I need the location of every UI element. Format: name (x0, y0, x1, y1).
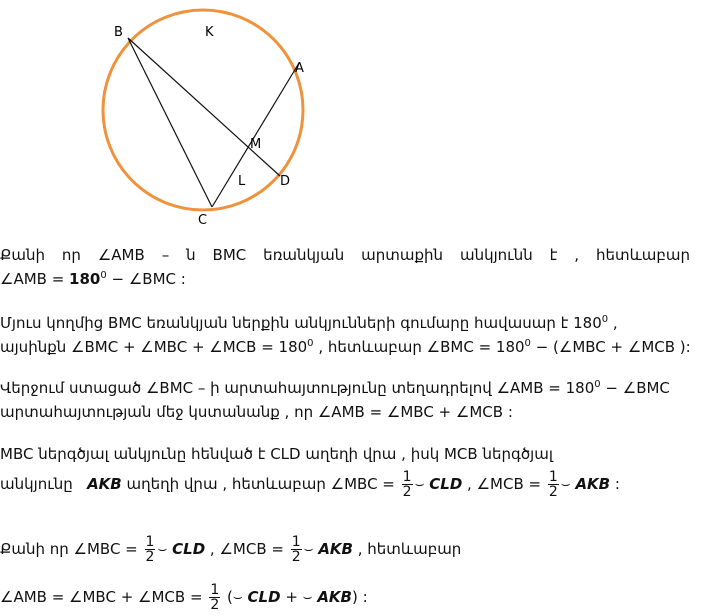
label-b: B (114, 25, 123, 40)
geometry-figure (0, 0, 707, 230)
arc-symbol: ⌣ (302, 588, 313, 606)
fraction: $\frac{1}{2}$ (145, 534, 155, 565)
label-c: C (198, 213, 208, 228)
text-line-7: MBC ներգծյալ անկյունը հենված է CLD աղեղի վրա , իսկ MCB ներգծյալ (0, 445, 553, 463)
text-line-6: արտահայտության մեջ կստանանք , որ ∠AMB = ∠MBC + ∠MCB : (0, 403, 513, 421)
label-k: K (205, 25, 214, 40)
fraction: $\frac{1}{2}$ (291, 534, 301, 565)
label-a: A (295, 61, 304, 76)
text-line-1: Քանի որ ∠AMB – ն BMC եռանկյան արտաքին անկյունն է , հետևաբար (0, 246, 690, 264)
arc-symbol: ⌣ (303, 540, 314, 558)
text-line-3: Մյուս կողմից BMC եռանկյան ներքին անկյունների գումարը հավասար է $180^0$ , (0, 314, 618, 332)
text-line-4: այսինքն ∠BMC + ∠MBC + ∠MCB = $180^0$ , հետևաբար ∠BMC = $180^0$ − (∠MBC + ∠MCB ): (0, 338, 691, 356)
label-l: L (238, 174, 246, 189)
text-line-5: Վերջում ստացած ∠BMC – ի արտահայտությունը տեղադրելով ∠AMB = $180^0$ − ∠BMC (0, 379, 670, 397)
segment-bd (128, 38, 280, 176)
text-line-2: ∠AMB = $180^0$ − ∠BMC : (0, 270, 186, 288)
arc-symbol: ⌣ (414, 475, 425, 493)
fraction: $\frac{1}{2}$ (402, 469, 412, 500)
arc-symbol: ⌣ (157, 540, 168, 558)
label-m: M (250, 137, 262, 152)
label-d: D (280, 174, 291, 189)
arc-symbol: ⌣ (560, 475, 571, 493)
fraction: $\frac{1}{2}$ (210, 582, 220, 613)
text-line-9: Քանի որ ∠MBC = $\frac{1}{2}$ ⌣ CLD , ∠MCB = $\frac{1}{2}$ ⌣ AKB , հետևաբար (0, 534, 462, 565)
text-line-8: անկյունը AKB աղեղի վրա , հետևաբար ∠MBC = $\frac{1}{2}$ ⌣ CLD , ∠MCB = $\frac{1}{2}$ ⌣ AKB : (0, 469, 620, 500)
fraction: $\frac{1}{2}$ (548, 469, 558, 500)
segment-bc (128, 38, 212, 207)
circle (103, 10, 303, 210)
arc-symbol: ⌣ (232, 588, 243, 606)
text-line-10: ∠AMB = ∠MBC + ∠MCB = $\frac{1}{2}$ (⌣ CLD + ⌣ AKB) : (0, 582, 368, 613)
